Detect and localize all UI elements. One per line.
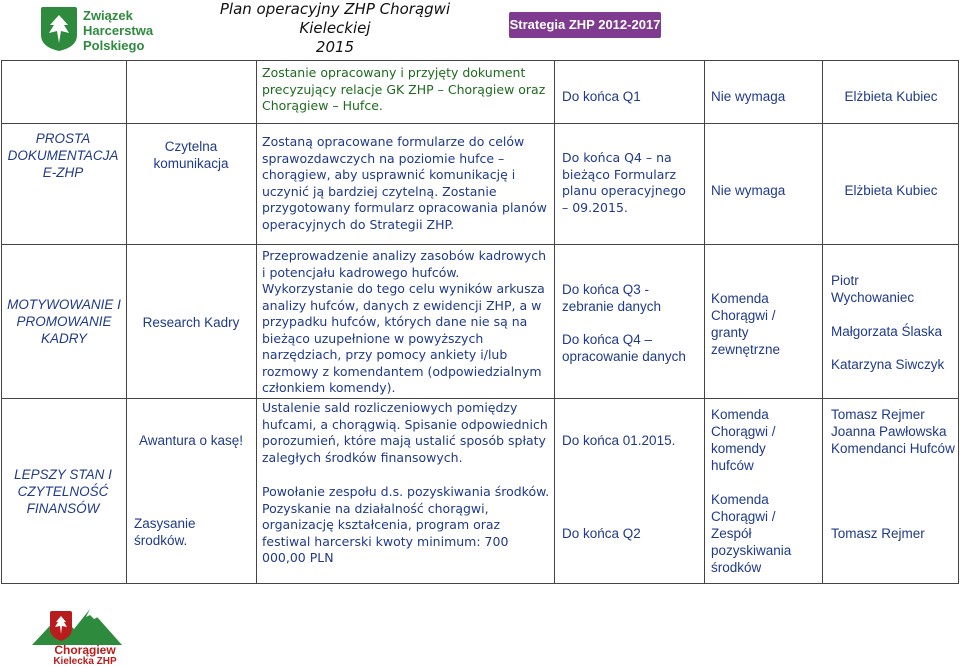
table-row-owner: Tomasz Rejmer [831, 526, 925, 541]
table-row-owner: Elżbieta Kubiec [844, 183, 938, 198]
svg-text:Chorągiew: Chorągiew [54, 643, 116, 657]
document-title-year: 2015 [315, 38, 355, 56]
table-row-area: Awantura o kasę! [138, 433, 244, 448]
header [0, 0, 960, 60]
table-row-resources: Nie wymaga [711, 89, 786, 104]
table-row-owner: Katarzyna Siwczyk [831, 357, 945, 372]
table-row-description: Zostanie opracowany i przyjęty dokument precyzujący relacje GK ZHP – Chorągiew oraz Chorągiew – Hufce. [262, 65, 546, 113]
table-row-area: Zasysanie środków. [134, 516, 196, 548]
table-row-resources: Nie wymaga [711, 183, 786, 198]
table-row-deadline: Do końca Q4 – opracowanie danych [562, 332, 686, 364]
table-row-deadline: Do końca Q1 [562, 89, 641, 104]
table-row-deadline: Do końca 01.2015. [562, 433, 676, 448]
table-row-resources: Komenda Chorągwi / Zespół pozyskiwania środków [711, 492, 792, 575]
col-divider [256, 60, 257, 584]
col-divider [554, 60, 555, 584]
table-row-deadline: Do końca Q2 [562, 526, 641, 541]
svg-text:Polskiego: Polskiego [83, 38, 145, 53]
table-row-category: PROSTA DOKUMENTACJA E-ZHP [7, 131, 119, 180]
table-row-area: Czytelna komunikacja [153, 139, 229, 171]
table-row-owner: Małgorzata Ślaska [831, 324, 943, 339]
table-row-resources: Komenda Chorągwi / granty zewnętrzne [711, 291, 781, 357]
strategy-badge: Strategia ZHP 2012-2017 [509, 12, 661, 38]
table-row-resources: Komenda Chorągwi / komendy hufców [711, 407, 776, 473]
col-divider [822, 60, 823, 584]
table-row-deadline: Do końca Q3 - zebranie danych [562, 282, 662, 314]
row-divider [1, 398, 959, 399]
table-row-owner: Tomasz Rejmer Joanna Pawłowska Komendanci Hufców [831, 407, 955, 456]
table-row-deadline: Do końca Q4 – na bieżąco Formularz planu operacyjnego – 09.2015. [562, 150, 686, 215]
table-row-description: Zostaną opracowane formularze do celów sprawozdawczych na poziomie hufce – chorągiew, aby usprawnić komunikację i uczynić ją bardziej czytelną. Zostanie przygotowany formularz opracowania planów operacyjnych do Strategii ZHP. [262, 134, 547, 232]
table-row-owner: Elżbieta Kubiec [844, 89, 938, 104]
table-row-category: MOTYWOWANIE I PROMOWANIE KADRY [7, 297, 121, 346]
table-row-area: Research Kadry [142, 315, 240, 330]
row-divider [1, 123, 959, 124]
table-row-description: Ustalenie sald rozliczeniowych pomiędzy hufcami, a chorągwią. Spisanie odpowiednich porozumień, które mają ustalić sposób spłaty zaległych środków finansowych. [262, 400, 548, 465]
col-divider [126, 60, 127, 584]
table-row-category: LEPSZY STAN I CZYTELNOŚĆ FINANSÓW [14, 467, 112, 516]
table-row-description: Przeprowadzenie analizy zasobów kadrowych i potencjału kadrowego hufców. Wykorzystanie do tego celu wyników arkusza analizy hufców, danych z ewidencji ZHP, a w przypadku hufców, których dane nie są na bieżąco uzupełnione w powyższych narzędziach, przy pomocy ankiety i/lub rozmowy z komendantem (odpowiedzialnym członkiem komendy). [262, 248, 547, 395]
svg-text:Harcerstwa: Harcerstwa [83, 23, 154, 38]
zhp-logo [37, 5, 197, 53]
choragiew-kielecka-logo [30, 603, 140, 665]
document-title-line1: Plan operacyjny ZHP Chorągwi Kieleckiej [219, 0, 451, 37]
svg-text:Kielecka ZHP: Kielecka ZHP [53, 656, 117, 665]
col-divider [704, 60, 705, 584]
table-row-owner: Piotr Wychowaniec [831, 273, 915, 305]
svg-text:Związek: Związek [83, 8, 133, 23]
table-row-description: Powołanie zespołu d.s. pozyskiwania środków. Pozyskanie na działalność chorągwi, organizację kształcenia, program oraz festiwal harcerski kwoty minimum: 700 000,00 PLN [262, 484, 550, 565]
document-title [200, 0, 470, 57]
row-divider [1, 244, 959, 245]
